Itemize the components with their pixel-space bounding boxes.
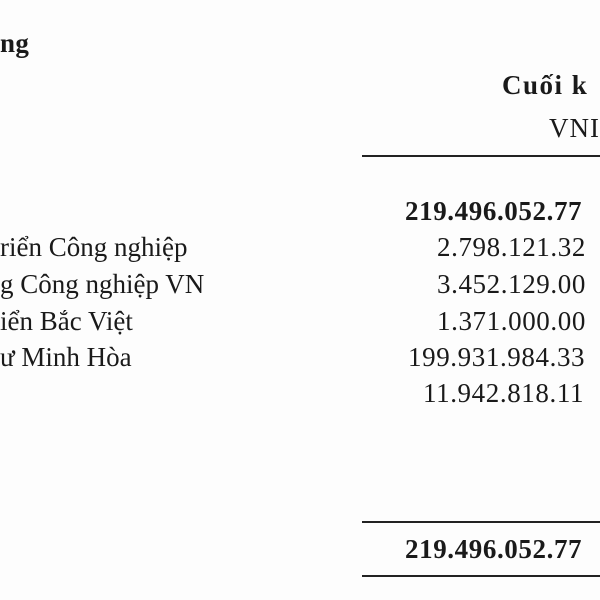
row-value-subtotal: 219.496.052.77 — [405, 196, 583, 226]
row-label: ư Minh Hòa — [0, 342, 132, 372]
section-heading: ng — [0, 28, 30, 58]
total-value: 219.496.052.77 — [405, 534, 583, 564]
row-value: 11.942.818.11 — [423, 378, 585, 408]
total-rule-bottom — [362, 575, 600, 577]
header-underline — [362, 155, 600, 157]
row-label: iển Bắc Việt — [0, 306, 133, 336]
row-value: 3.452.129.00 — [437, 269, 586, 299]
row-label: riển Công nghiệp — [0, 232, 188, 262]
row-label: g Công nghiệp VN — [0, 269, 205, 299]
row-value: 2.798.121.32 — [437, 232, 586, 262]
row-value: 1.371.000.00 — [437, 306, 586, 336]
column-header-period: Cuối k — [502, 70, 589, 100]
row-value: 199.931.984.33 — [408, 342, 586, 372]
total-rule-top — [362, 521, 600, 523]
column-header-unit: VNI — [549, 113, 600, 143]
